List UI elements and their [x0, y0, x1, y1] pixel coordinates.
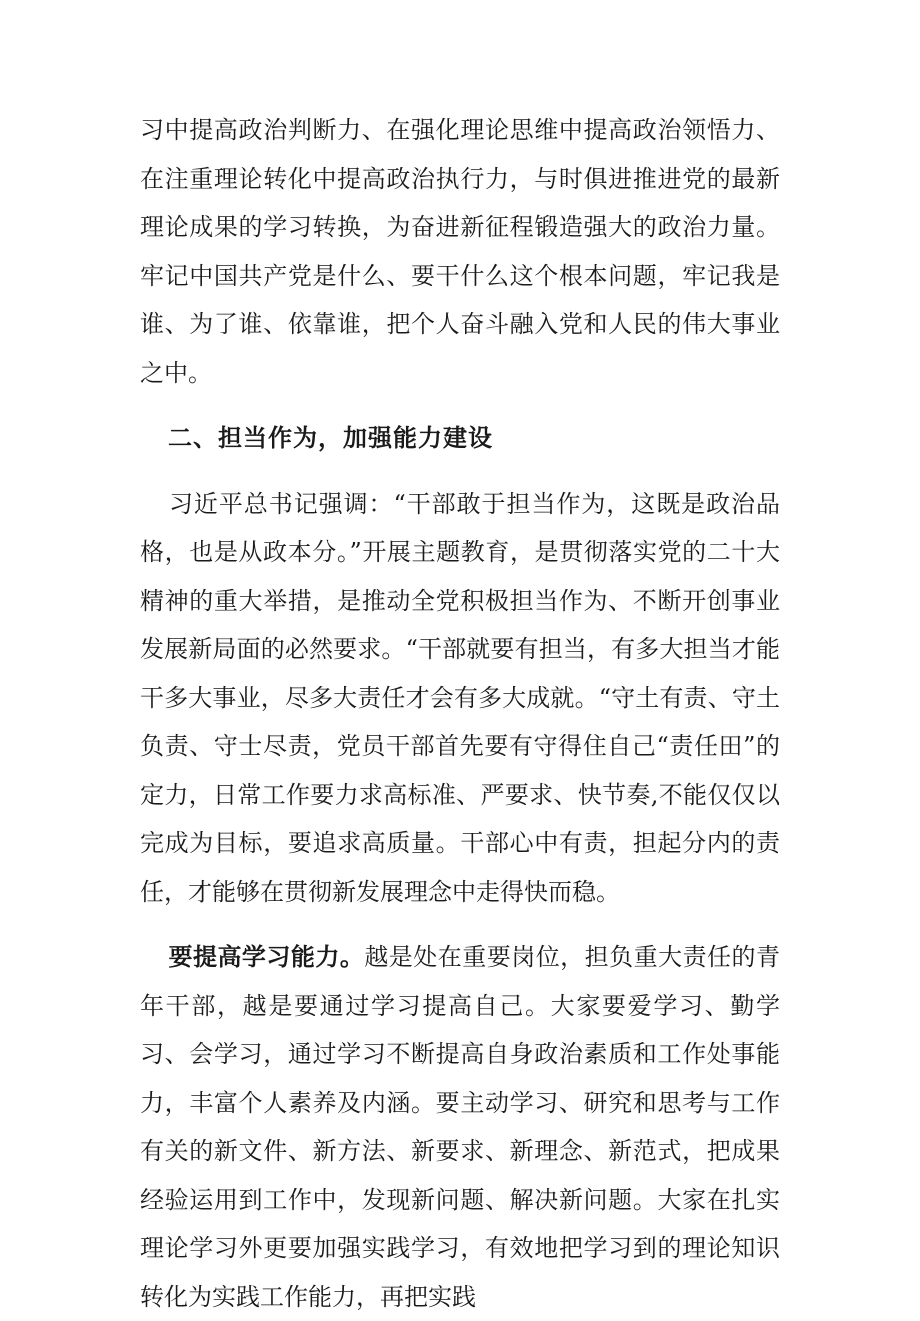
- document-body: [140, 106, 780, 1321]
- section-heading: 二、担当作为，加强能力建设: [168, 424, 493, 452]
- paragraph-study-text: 越是处在重要岗位，担负重大责任的青年干部，越是要通过学习提高自己。大家要爱学习、勤学习、会学习，通过学习不断提高自身政治素质和工作处事能力，丰富个人素养及内涵。要主动学习、研究和思考与工作有关的新文件、新方法、新要求、新理念、新范式，把成果经验运用到工作中，发现新问题、解决新问题。大家在扎实理论学习外更要加强实践学习，有效地把学习到的理论知识转化为实践工作能力，再把实践: [140, 943, 781, 1311]
- paragraph-quote: [140, 480, 780, 917]
- paragraph-quote-text: 习近平总书记强调：“干部敢于担当作为，这既是政治品格，也是从政本分。”开展主题教育，是贯彻落实党的二十大精神的重大举措，是推动全党积极担当作为、不断开创事业发展新局面的必然要求。“干部就要有担当，有多大担当才能干多大事业，尽多大责任才会有多大成就。“守土有责、守土负责、守士尽责，党员干部首先要有守得住自己“责任田”的定力，日常工作要力求高标准、严要求、快节奏,不能仅仅以完成为目标，要追求高质量。干部心中有责，担起分内的责任，才能够在贯彻新发展理念中走得快而稳。: [140, 489, 780, 906]
- paragraph-study: [140, 933, 780, 1321]
- paragraph-continuation: 习中提高政治判断力、在强化理论思维中提高政治领悟力、在注重理论转化中提高政治执行力，与时俱进推进党的最新理论成果的学习转换，为奋进新征程锻造强大的政治力量。牢记中国共产党是什么、要干什么这个根本问题，牢记我是谁、为了谁、依靠谁，把个人奋斗融入党和人民的伟大事业之中。: [140, 116, 780, 387]
- paragraph-lead-bold: 要提高学习能力。: [168, 943, 365, 971]
